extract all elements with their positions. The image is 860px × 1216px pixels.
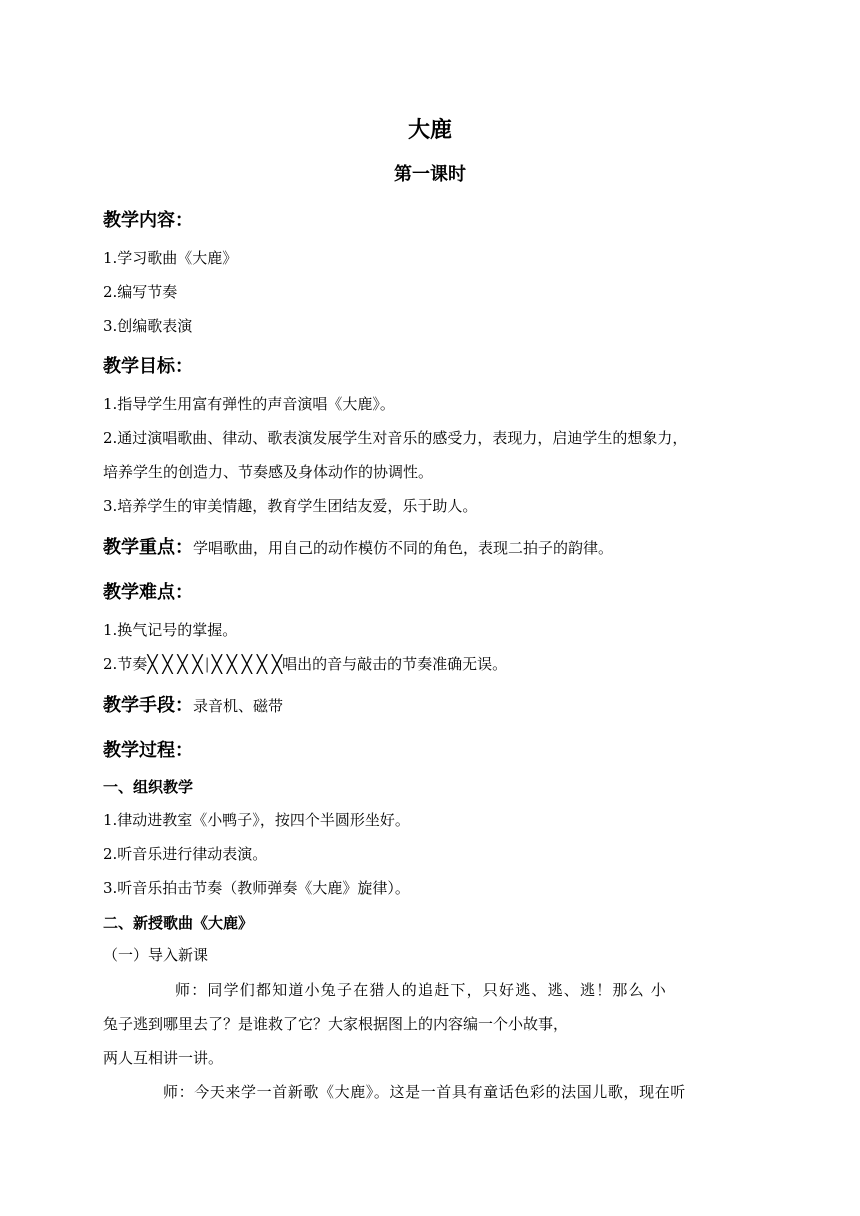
lesson-subtitle: 第一课时 — [394, 164, 466, 185]
section-1-item-1: 1.律动进教室《小鸭子》，按四个半圆形坐好。 — [103, 811, 410, 829]
content-item-1: 1.学习歌曲《大鹿》 — [103, 249, 238, 267]
rhythm-note-icon: ╳ — [241, 655, 253, 675]
rhythm-note-icon: ╳ — [226, 655, 237, 675]
rhythm-note-icon: ╳ — [147, 655, 158, 675]
content-item-2: 2.编写节奏 — [103, 283, 178, 301]
difficulty-item-2 — [103, 653, 507, 675]
rhythm-note-icon: ╳ — [256, 655, 268, 675]
rhythm-note-icon: ╳ — [192, 655, 203, 675]
rhythm-note-icon: ╳ — [271, 655, 283, 675]
para-2-line-1: 师：今天来学一首新歌《大鹿》。这是一首具有童话色彩的法国儿歌，现在听 — [163, 1083, 686, 1101]
goal-item-1: 1.指导学生用富有弹性的声音演唱《大鹿》。 — [103, 395, 395, 413]
rhythm-note-icon: ╳ — [162, 655, 173, 675]
rhythm-note-icon: ╳ — [211, 655, 222, 675]
content-heading: 教学内容： — [103, 210, 193, 231]
goals-heading: 教学目标： — [103, 356, 193, 377]
key-point-line — [103, 533, 613, 559]
section-2-sub-1: （一）导入新课 — [103, 946, 209, 964]
difficulty-item-2-suffix: 唱出的音与敲击的节奏准确无误。 — [282, 655, 508, 673]
means-heading: 教学手段： — [103, 695, 193, 716]
para-1-line-2: 兔子逃到哪里去了？是谁救了它？大家根据图上的内容编一个小故事， — [103, 1015, 569, 1033]
goal-item-2-line-1: 2.通过演唱歌曲、律动、歌表演发展学生对音乐的感受力，表现力，启迪学生的想象力， — [103, 429, 688, 447]
rhythm-barline: | — [204, 655, 210, 673]
difficulty-heading: 教学难点： — [103, 582, 193, 603]
section-1-item-3: 3.听音乐拍击节奏（教师弹奏《大鹿》旋律）。 — [103, 879, 410, 897]
para-1-line-3: 两人互相讲一讲。 — [103, 1049, 224, 1067]
section-1-heading: 一、组织教学 — [103, 778, 194, 796]
document-title: 大鹿 — [407, 118, 452, 143]
difficulty-item-2-prefix: 2.节奏 — [103, 655, 148, 673]
process-heading: 教学过程： — [103, 740, 193, 761]
key-point-text: 学唱歌曲，用自己的动作模仿不同的角色，表现二拍子的韵律。 — [193, 539, 614, 557]
section-2-heading: 二、新授歌曲《大鹿》 — [103, 914, 254, 932]
means-line — [103, 691, 283, 717]
means-text: 录音机、磁带 — [193, 697, 284, 715]
goal-item-2-line-2: 培养学生的创造力、节奏感及身体动作的协调性。 — [103, 463, 434, 481]
para-1-line-1: 师：同学们都知道小兔子在猎人的追赶下，只好逃、逃、逃！那么 小 — [175, 981, 667, 999]
content-item-3: 3.创编歌表演 — [103, 317, 193, 335]
section-1-item-2: 2.听音乐进行律动表演。 — [103, 845, 268, 863]
key-point-heading: 教学重点： — [103, 537, 193, 558]
goal-item-3: 3.培养学生的审美情趣，教育学生团结友爱，乐于助人。 — [103, 497, 478, 515]
difficulty-item-1: 1.换气记号的掌握。 — [103, 621, 238, 639]
rhythm-note-icon: ╳ — [177, 655, 188, 675]
